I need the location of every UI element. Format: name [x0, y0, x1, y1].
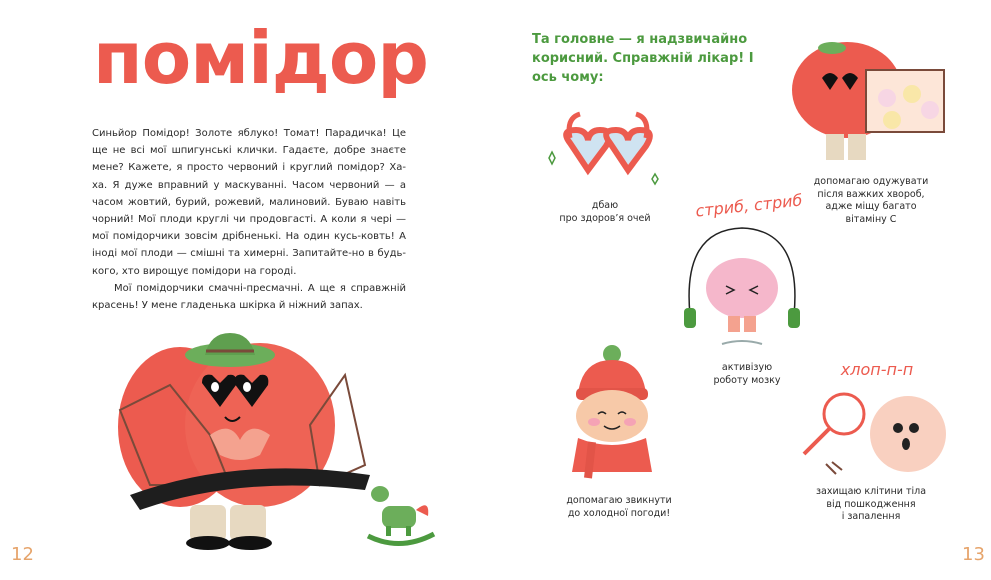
intro-text: Та головне — я надзвичайно корисний. Справжній лікар! І ось чому:	[532, 32, 754, 85]
paragraph-2: Мої помідорчики смачні-пресмачні. А ще я справжній красень! У мене гладенька шкірка й ніжний запах.	[92, 282, 406, 312]
benefit-caption-cells: захищаю клітини тіла від пошкодження і запалення	[815, 486, 927, 522]
right-page	[496, 0, 991, 580]
vitamin-c-tomato-icon	[782, 38, 952, 168]
heart-glasses-icon	[540, 108, 670, 198]
sound-jump: стриб, стриб	[694, 190, 804, 221]
rocking-horse-icon	[360, 478, 440, 550]
body-text	[92, 125, 406, 314]
brain-jump-rope-icon	[662, 220, 822, 350]
tomato-spy-icon	[110, 325, 390, 555]
benefit-caption-brain: активізую роботу мозку	[713, 362, 781, 386]
benefit-caption-cold: допомагаю звикнути до холодної погоди!	[566, 495, 672, 519]
winter-kid-icon	[552, 342, 682, 482]
page-number-left: 12	[11, 544, 34, 565]
page-number-right: 13	[962, 544, 985, 565]
sound-swat: хлоп-п-п	[840, 360, 914, 379]
left-page	[0, 0, 495, 580]
page-title: помідор	[93, 16, 428, 100]
benefit-caption-eyes: дбаю про здоров’я очей	[559, 200, 651, 224]
benefit-caption-vitamin: допомагаю одужувати після важких хвороб, адже міщу багато вітаміну С	[813, 176, 929, 225]
paragraph-1: Синьйор Помідор! Золоте яблуко! Томат! Парадичка! Це ще не всі мої шпигунські клички. Гадаєте, добре знаєте мене? Кажете, я просто червоний і круглий помідор? Ха-ха. Я дуже вправний у маскуванні. Часом червоний — а часом жовтий, бурий, рожевий, малиновий. Буваю навіть чорний! Мої плоди круглі чи продовгасті. А коли я чері — мої помідорчики зовсім дрібненькі. На один кусь-ковть! А іноді мої плоди — смішні та химерні. Запитайте-но в будь-кого, хто вирощує помідори на городі.	[92, 128, 406, 277]
cell-swatter-icon	[796, 384, 956, 484]
